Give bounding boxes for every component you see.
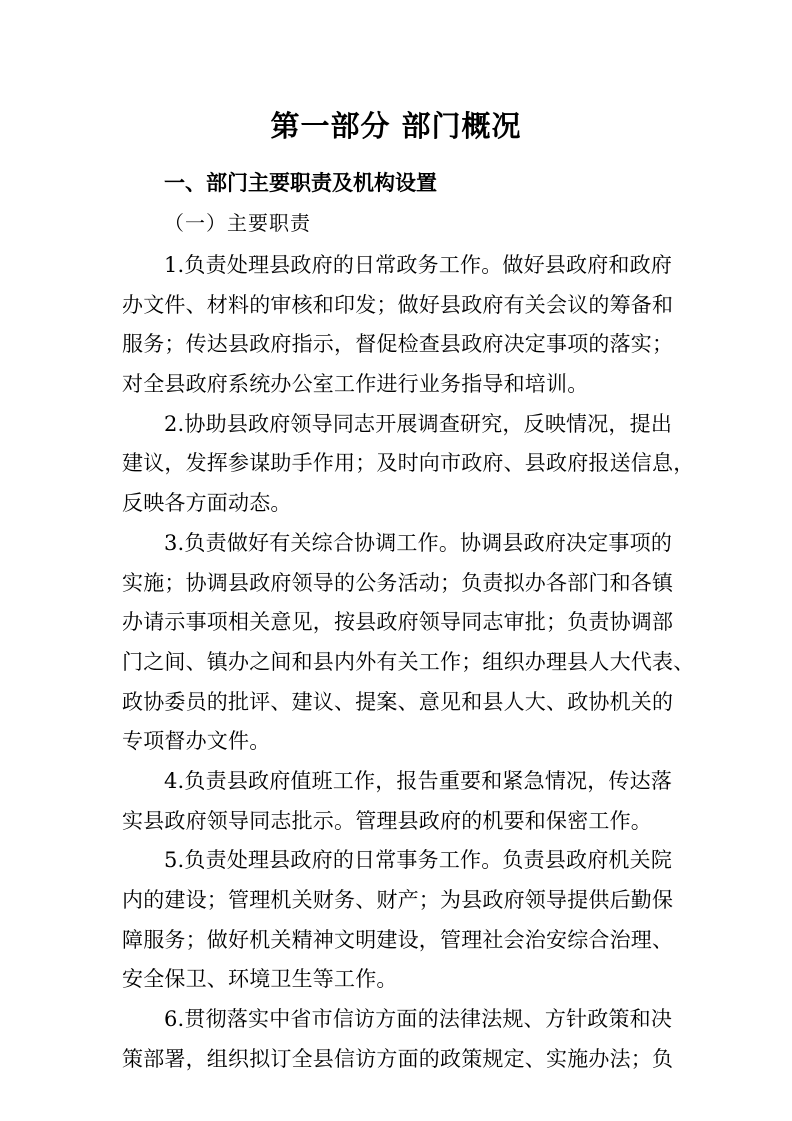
paragraph-line: 专项督办文件。: [122, 729, 271, 754]
subsection-heading: （一）主要职责: [164, 211, 311, 235]
paragraph-line: 反映各方面动态。: [122, 491, 292, 516]
paragraph-line: 服务；传达县政府指示，督促检查县政府决定事项的落实；: [122, 332, 674, 357]
paragraph-line: 3.负责做好有关综合协调工作。协调县政府决定事项的: [164, 530, 673, 555]
paragraph-line: 办请示事项相关意见，按县政府领导同志审批；负责协调部: [122, 610, 674, 635]
paragraph-line: 安全保卫、环境卫生等工作。: [122, 967, 398, 992]
paragraph-line: 5.负责处理县政府的日常事务工作。负责县政府机关院: [164, 848, 673, 873]
paragraph-line: 内的建设；管理机关财务、财产；为县政府领导提供后勤保: [122, 888, 674, 912]
paragraph-line: 1.负责处理县政府的日常政务工作。做好县政府和政府: [164, 253, 673, 277]
section-heading: 一、部门主要职责及机构设置: [164, 171, 437, 195]
paragraph-line: 策部署，组织拟订全县信访方面的政策规定、实施办法；负: [122, 1046, 674, 1071]
paragraph-line: 门之间、镇办之间和县内外有关工作；组织办理县人大代表、: [122, 649, 695, 674]
paragraph-line: 实施；协调县政府领导的公务活动；负责拟办各部门和各镇: [122, 570, 674, 595]
paragraph-line: 实县政府领导同志批示。管理县政府的机要和保密工作。: [122, 808, 652, 833]
paragraph-line: 办文件、材料的审核和印发；做好县政府有关会议的筹备和: [122, 292, 674, 317]
paragraph-line: 6.贯彻落实中省市信访方面的法律法规、方针政策和决: [164, 1007, 673, 1032]
paragraph-line: 障服务；做好机关精神文明建设，管理社会治安综合治理、: [122, 927, 674, 952]
page-title: 第一部分 部门概况: [270, 109, 522, 143]
document-body: [122, 246, 695, 1079]
paragraph-line: 2.协助县政府领导同志开展调查研究，反映情况，提出: [164, 411, 673, 436]
paragraph-line: 建议，发挥参谋助手作用；及时向市政府、县政府报送信息，: [122, 451, 695, 476]
paragraph-line: 对全县政府系统办公室工作进行业务指导和培训。: [122, 372, 589, 397]
paragraph-line: 政协委员的批评、建议、提案、意见和县人大、政协机关的: [122, 689, 674, 714]
paragraph-line: 4.负责县政府值班工作，报告重要和紧急情况，传达落: [164, 768, 673, 793]
